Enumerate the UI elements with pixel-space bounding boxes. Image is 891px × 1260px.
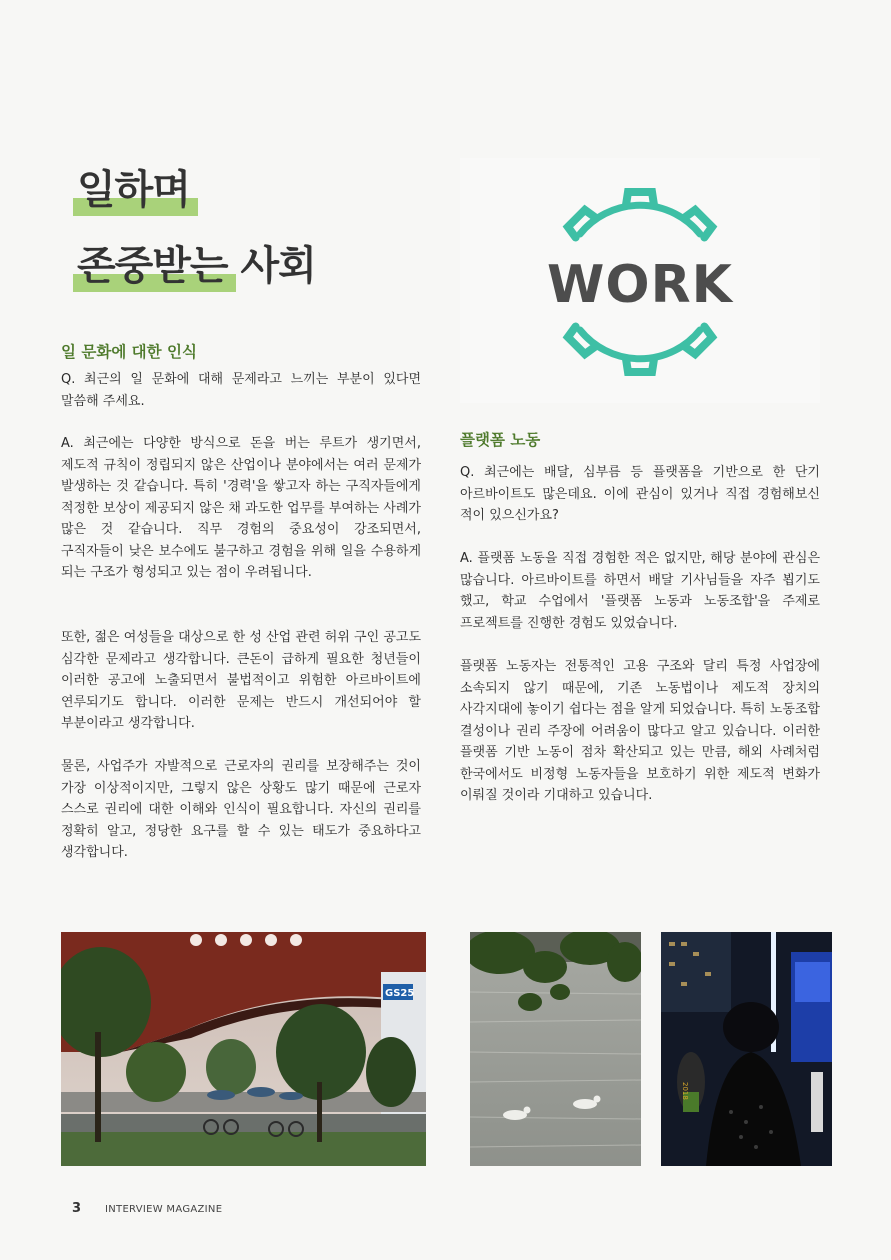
title-line-1 — [77, 167, 190, 213]
answer-paragraph: 또한, 젊은 여성들을 대상으로 한 성 산업 관련 허위 구인 공고도 심각한 문제라고 생각합니다. 큰돈이 급하게 필요한 청년들이 이러한 공고에 노출되면서 불법적이고 위험한 아르바이트에 연루되기도 합니다. 이러한 문제는 반드시 개선되어야 할 부분이라고 생각합니다. — [61, 630, 421, 731]
section-heading-platform-labor: 플랫폼 노동 — [460, 431, 541, 449]
night-city-photo — [661, 932, 832, 1166]
title-word: 사회 — [240, 243, 316, 289]
ducks-photo — [470, 932, 641, 1166]
title-word-highlight: 존중받는 — [77, 243, 228, 289]
gear-icon — [460, 158, 820, 403]
title-line-2 — [77, 243, 316, 289]
section-heading-work-culture: 일 문화에 대한 인식 — [61, 343, 197, 361]
question-text: Q. 최근의 일 문화에 대해 문제라고 느끼는 부분이 있다면 말씀해 주세요. — [61, 372, 421, 409]
title-word-highlight: 일하며 — [77, 167, 190, 213]
logo-text: WORK — [547, 255, 733, 315]
store-sign-text: GS25 — [385, 988, 415, 999]
answer-paragraph: A. 최근에는 다양한 방식으로 돈을 버는 루트가 생기면서, 제도적 규칙이 정립되지 않은 산업이나 분야에서는 여러 문제가 발생하는 것 같습니다. 특히 '경력'을 쌓고자 하는 구직자들에게 적정한 보상이 제공되지 않은 채 과도한 업무를 부여하는 사례가 많은 것 같습니다. 직무 경험의 중요성이 강조되면서, 구직자들이 낮은 보수에도 불구하고 경험을 위해 일을 수용하게 되는 구조가 형성되고 있는 점이 우려됩니다. — [61, 436, 421, 580]
photo-stamp: 2018 — [681, 1082, 689, 1100]
park-photo — [61, 932, 426, 1166]
magazine-name: INTERVIEW MAGAZINE — [105, 1204, 223, 1215]
answer-paragraph: A. 플랫폼 노동을 직접 경험한 적은 없지만, 해당 분야에 관심은 많습니다. 아르바이트를 하면서 배달 기사님들을 자주 뵙기도 했고, 학교 수업에서 '플랫폼 노동과 노동조합'을 주제로 프로젝트를 진행한 경험도 있었습니다. — [460, 551, 820, 631]
page-number: 3 — [72, 1201, 82, 1216]
work-logo — [460, 158, 820, 403]
answer-paragraph: 플랫폼 노동자는 전통적인 고용 구조와 달리 특정 사업장에 소속되지 않기 때문에, 기존 노동법이나 제도적 장치의 사각지대에 놓이기 쉽다는 점을 알게 되었습니다. 특히 노동조합 결성이나 권리 주장에 어려움이 많다고 알고 있습니다. 이러한 플랫폼 기반 노동이 점차 확산되고 있는 만큼, 해외 사례처럼 한국에서도 비정형 노동자들을 보호하기 위한 제도적 변화가 이뤄질 것이라 기대하고 있습니다. — [460, 659, 820, 803]
answer-paragraph: 물론, 사업주가 자발적으로 근로자의 권리를 보장해주는 것이 가장 이상적이지만, 그렇지 않은 상황도 많기 때문에 근로자 스스로 권리에 대한 이해와 인식이 필요합니다. 자신의 권리를 정확히 알고, 정당한 요구를 할 수 있는 태도가 중요하다고 생각합니다. — [61, 759, 421, 860]
question-text: Q. 최근에는 배달, 심부름 등 플랫폼을 기반으로 한 단기 아르바이트도 많은데요. 이에 관심이 있거나 직접 경험해보신 적이 있으신가요? — [460, 465, 820, 523]
